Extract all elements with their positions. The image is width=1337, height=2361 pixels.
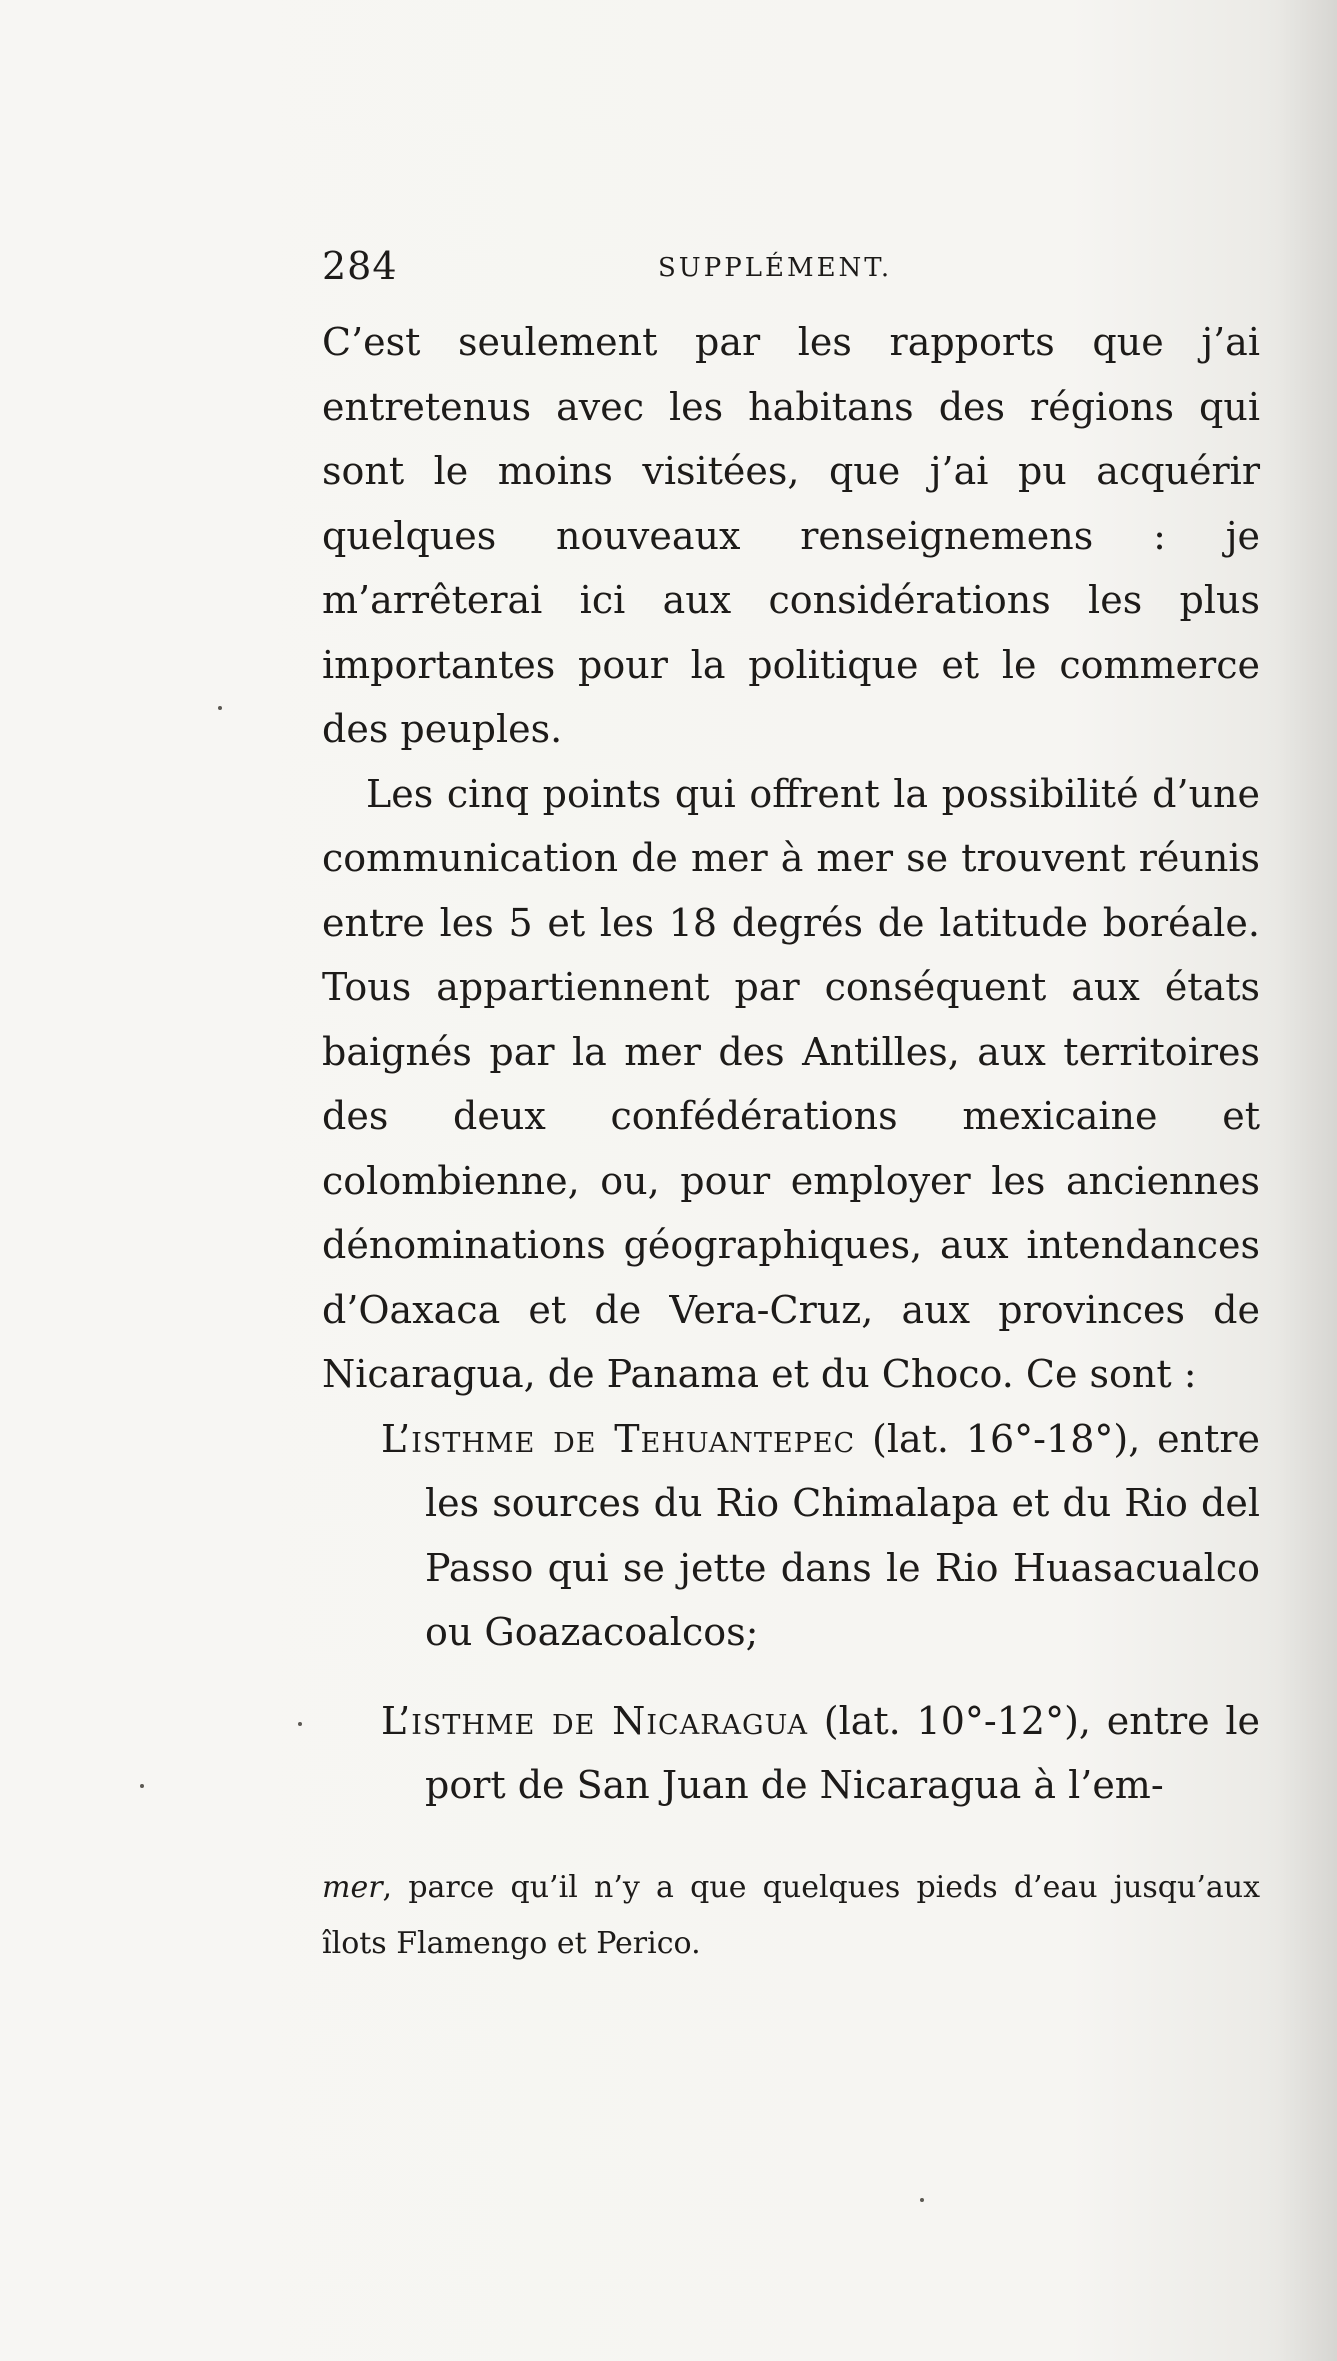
- paper-speck: [298, 1722, 302, 1726]
- footnote: [322, 1860, 1260, 1972]
- paper-speck: [140, 1784, 144, 1788]
- paragraph-five-points: Les cinq points qui offrent la possibilité d’une communication de mer à mer se trouvent réunis entre les 5 et les 18 degrés de latitude boréale. Tous appartiennent par conséquent aux états baignés par la mer des Antilles, aux territoires des deux confédérations mexicaine et colombienne, ou, pour employer les anciennes dénominations géographiques, aux intendances d’Oaxaca et de Vera-Cruz, aux provinces de Nicaragua, de Panama et du Choco. Ce sont :: [322, 771, 1260, 1396]
- page-number: 284: [322, 244, 398, 288]
- running-head: SUPPLÉMENT.: [658, 253, 893, 283]
- footnote-text: , parce qu’il n’y a que quelques pieds d’eau jusqu’aux îlots Flamengo et Perico.: [322, 1870, 1260, 1961]
- isthmus-description: (lat. 16°-18°), entre les sources du Rio Chimalapa et du Rio del Passo qui se jette dans le Rio Huasacualco ou Goazacoalcos;: [425, 1416, 1260, 1654]
- isthmus-name: L’isthme de Tehuantepec: [381, 1416, 856, 1461]
- paragraph-intro: C’est seulement par les rapports que j’ai entretenus avec les habitans des régions qui sont le moins visitées, que j’ai pu acquérir quelques nouveaux renseignemens : je m’arrêterai ici aux considérations les plus importantes pour la politique et le commerce des peuples.: [322, 320, 1260, 751]
- list-item-nicaragua: [322, 1689, 1260, 1818]
- isthmus-name: L’isthme de Nicaragua: [381, 1698, 809, 1743]
- paper-speck: [920, 2198, 924, 2202]
- page-edge-shadow: [1277, 0, 1337, 2361]
- paper-speck: [218, 706, 222, 710]
- footnote-italic-word: mer: [322, 1870, 383, 1905]
- body-text: [322, 310, 1260, 1818]
- page-header: [322, 246, 1260, 286]
- isthmus-description: (lat. 10°-12°), entre le port de San Juan de Nicaragua à l’em-: [425, 1698, 1260, 1807]
- list-item-tehuantepec: [322, 1407, 1260, 1665]
